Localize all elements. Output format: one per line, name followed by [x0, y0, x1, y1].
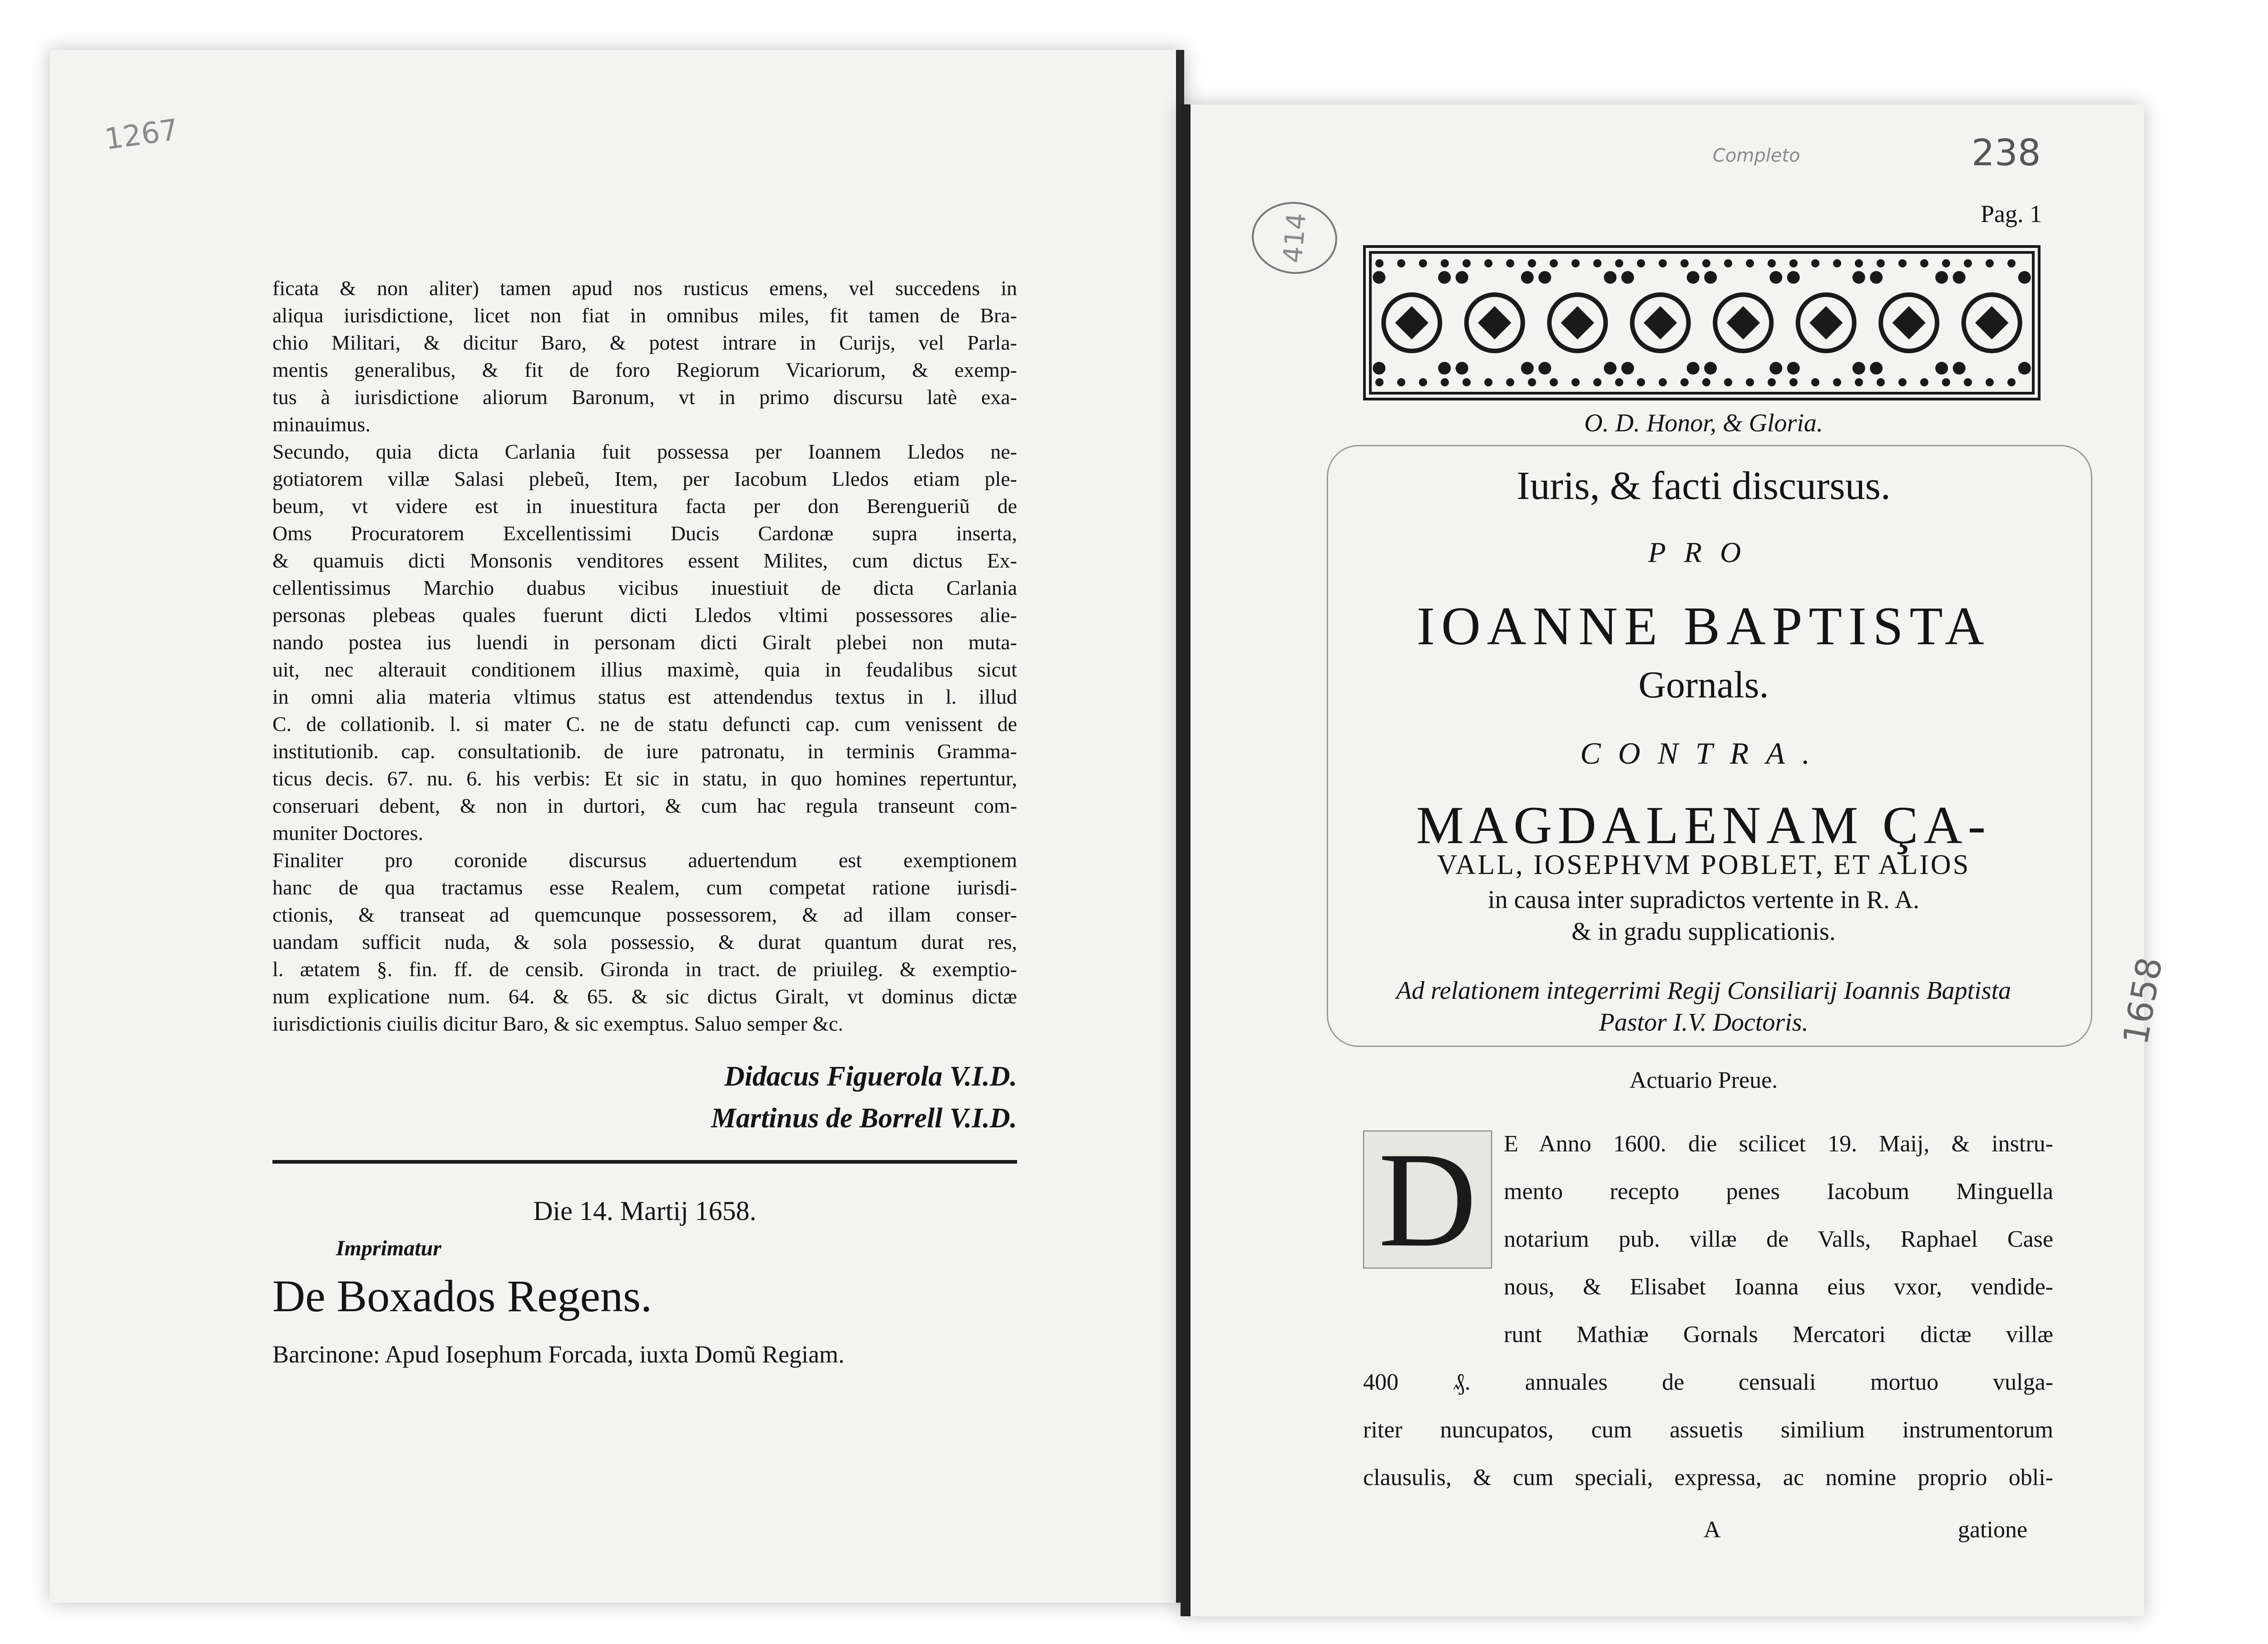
ornament-cell [1621, 271, 1700, 375]
left-text-line: conseruari debent, & non in durtori, & cum hac regula transeunt com- [272, 794, 1017, 817]
ornament-border-dot [1615, 378, 1623, 386]
colophon: Barcinone: Apud Iosephum Forcada, iuxta Domũ Regiam. [272, 1341, 845, 1368]
relatio-line-1: Ad relationem integerrimi Regij Consiliarij Ioannis Baptista [1396, 977, 2011, 1005]
title-discursus: Iuris, & facti discursus. [1517, 464, 1891, 508]
right-page [1181, 104, 2170, 1616]
left-text-line: Oms Procuratorem Excellentissimi Ducis Cardonæ supra inserta, [272, 522, 1017, 545]
right-text-line: notarium pub. villæ de Valls, Raphael Case [1504, 1226, 2053, 1252]
title-adversary-line-2: VALL, IOSEPHVM POBLET, ET ALIOS [1437, 849, 1971, 880]
ornament-border-dot [1855, 259, 1863, 267]
left-text-line: ficata & non aliter) tamen apud nos rusticus emens, vel succedens in [272, 276, 1017, 300]
left-text-line: chio Militari, & dicitur Baro, & potest intrare in Curijs, vel Parla- [272, 331, 1017, 354]
title-adversary-line-1: MAGDALENAM ÇA- [1416, 795, 1991, 855]
archive-stamp: 414 [1249, 198, 1340, 277]
right-text-line: 400 ₰. annuales de censuali mortuo vulga- [1363, 1369, 2053, 1395]
ornament-cell [1373, 271, 1451, 375]
left-text-line: nando postea ius luendi in personam dicti Giralt plebei non muta- [272, 631, 1017, 654]
left-body-text [272, 275, 1017, 1037]
ornament-cell [1538, 271, 1616, 375]
left-text-line: Finaliter pro coronide discursus aduertendum est exemptionem [272, 849, 1017, 872]
ornament-border-dot [1789, 378, 1798, 386]
ornament-border-dot [1463, 378, 1471, 386]
ornament-border-dot [1920, 259, 1928, 267]
left-text-line: cellentissimus Marchio duabus vicibus inuestiuit de dicta Carlania [272, 576, 1017, 599]
left-text-line: & quamuis dicti Monsonis venditores essent Milites, cum dictus Ex- [272, 549, 1017, 572]
ornament-border-dot [1702, 378, 1710, 386]
ornament-border-dot [1506, 378, 1514, 386]
left-text-line: minauimus. [272, 413, 371, 436]
ornament-border-dot [1637, 378, 1645, 386]
catchword: gatione [1958, 1517, 2028, 1543]
ornament-cell [1953, 271, 2031, 375]
left-text-line: ctionis, & transeat ad quemcunque possessorem, & ad illam conser- [272, 903, 1017, 926]
title-gradu: & in gradu supplicationis. [1571, 918, 1836, 946]
title-contra: CONTRA. [1580, 736, 1827, 770]
ornament-border-dot [1942, 259, 1950, 267]
ornament-border-dot [1571, 259, 1580, 267]
ornament-cell [1787, 271, 1865, 375]
ornament-border-dot [1702, 259, 1710, 267]
left-text-line: tus à iurisdictione aliorum Baronum, vt in primo discursu latè exa- [272, 385, 1017, 409]
imprimatur: Imprimatur [336, 1236, 442, 1260]
title-name-line-1: IOANNE BAPTISTA [1417, 596, 1991, 656]
left-text-line: institutionib. cap. consultationib. de iure patronatu, in terminis Gramma- [272, 740, 1017, 763]
ornament-border-dot [1397, 378, 1405, 386]
ornament-border-dot [1484, 259, 1492, 267]
ornament-border-dot [1484, 378, 1492, 386]
ornament-cell [1456, 271, 1534, 375]
ornament-border-dot [1833, 378, 1841, 386]
left-text-line: uit, nec alterauit conditionem illius maximè, quia in feudalibus sicut [272, 658, 1017, 681]
ornament-border-dot [1920, 378, 1928, 386]
ornament-border-dot [1528, 259, 1536, 267]
ornament-border-dot [1528, 378, 1536, 386]
ornament-border-dot [1550, 378, 1558, 386]
right-text-line: riter nuncupatos, cum assuetis similium instrumentorum [1363, 1417, 2053, 1443]
ornament-border-dot [1964, 259, 1972, 267]
ornament-border-dot [1615, 259, 1623, 267]
left-text-line: personas plebeas quales fuerunt dicti Lledos vltimi possessores alie- [272, 603, 1017, 627]
ornament-border-dot [1833, 259, 1841, 267]
ornament-border-dot [1375, 378, 1384, 386]
pencil-note-completo: Completo [1713, 145, 1800, 166]
left-text-line: aliqua iurisdictione, licet non fiat in omnibus miles, fit tamen de Bra- [272, 304, 1017, 327]
page-label: Pag. 1 [1981, 200, 2042, 227]
left-text-line: C. de collationib. l. si mater C. ne de statu defuncti cap. cum venissent de [272, 712, 1017, 736]
ornament-border-dot [1789, 259, 1798, 267]
ornament-pattern-icon [1366, 248, 2038, 398]
ornament-border-dot [1855, 378, 1863, 386]
left-text-line: ticus decis. 67. nu. 6. his verbis: Et sic in statu, in quo homines repertuntur, [272, 767, 1017, 790]
ornament-border-dot [1506, 259, 1514, 267]
year-pencil-note: 1658 [2115, 954, 2170, 1048]
ornament-border-dot [2007, 378, 2016, 386]
ornament-border-dot [1877, 378, 1885, 386]
right-text-line: E Anno 1600. die scilicet 19. Maij, & instru- [1504, 1131, 2053, 1157]
left-text-line: beum, vt videre est in inuestitura facta per don Berengueriũ de [272, 494, 1017, 518]
title-causa: in causa inter supradictos vertente in R. A. [1487, 886, 1920, 914]
left-page [50, 50, 1184, 1603]
ornament-border-dot [1768, 259, 1776, 267]
right-text-line: runt Mathiæ Gornals Mercatori dictæ villæ [1504, 1322, 2053, 1348]
left-text-line: in omni alia materia vltimus status est attendendus textus in l. illud [272, 685, 1017, 708]
ornament-border-dot [1811, 378, 1819, 386]
section-divider [272, 1160, 1017, 1164]
folio-number: 238 [1972, 132, 2041, 174]
ornament-border-dot [1680, 259, 1689, 267]
left-text-line: num explicatione num. 64. & 65. & sic dictus Giralt, vt dominus dictæ [272, 985, 1017, 1008]
right-text-line: mento recepto penes Iacobum Minguella [1504, 1179, 2053, 1205]
ornament-border-dot [1463, 259, 1471, 267]
ornament-border-dot [1898, 259, 1907, 267]
ornament-border-dot [1877, 259, 1885, 267]
ornament-border-dot [1659, 259, 1667, 267]
ornament-border-dot [1550, 259, 1558, 267]
ornament-cell [1704, 271, 1782, 375]
left-text-line: muniter Doctores. [272, 821, 424, 844]
ornament-border-dot [1942, 378, 1950, 386]
ornament-border-dot [1419, 378, 1427, 386]
left-text-line: gotiatorem villæ Salasi plebeũ, Item, per Iacobum Lledos etiam ple- [272, 467, 1017, 490]
ornament-border-dot [1746, 378, 1754, 386]
signature-figuerola: Didacus Figuerola V.I.D. [724, 1061, 1017, 1092]
right-text-line: clausulis, & cum speciali, expressa, ac nomine proprio obli- [1363, 1465, 2053, 1491]
ornament-border-dot [1571, 378, 1580, 386]
ornament-border-dot [1898, 378, 1907, 386]
regens-line: De Boxados Regens. [272, 1271, 652, 1321]
signature-borrell: Martinus de Borrell V.I.D. [711, 1103, 1017, 1134]
ornament-border-dot [1375, 259, 1384, 267]
relatio-line-2: Pastor I.V. Doctoris. [1599, 1008, 1808, 1037]
ornament-border-dot [1768, 378, 1776, 386]
ornament-border-dot [1593, 259, 1601, 267]
date-line: Die 14. Martij 1658. [533, 1196, 756, 1226]
left-text-line: mentis generalibus, & fit de foro Regiorum Vicariorum, & exemp- [272, 358, 1017, 381]
ornament-border-dot [1986, 259, 1994, 267]
left-text-line: iurisdictionis ciuilis dicitur Baro, & sic exemptus. Saluo semper &c. [272, 1012, 844, 1035]
ornament-border-dot [1441, 378, 1449, 386]
ornament-border-dot [1724, 378, 1732, 386]
ornament-border-dot [1986, 378, 1994, 386]
right-text-line: nous, & Elisabet Ioanna eius vxor, vendide- [1504, 1274, 2053, 1300]
ornament-border-dot [1637, 259, 1645, 267]
ornament-border-dot [1419, 259, 1427, 267]
ornament-border-dot [1659, 378, 1667, 386]
decorated-initial: D [1363, 1131, 1492, 1269]
dedication: O. D. Honor, & Gloria. [1584, 409, 1823, 437]
left-text-line: l. ætatem §. fin. ff. de censib. Gironda in tract. de priuileg. & exemptio- [272, 958, 1017, 981]
ornament-border-dot [1724, 259, 1732, 267]
ornamental-headpiece [1363, 245, 2041, 400]
actuario-line: Actuario Preue. [1629, 1067, 1778, 1093]
ornament-border-dot [1680, 378, 1689, 386]
title-name-line-2: Gornals. [1638, 664, 1769, 706]
ornament-border-dot [1397, 259, 1405, 267]
left-text-line: hanc de qua tractamus esse Realem, cum competat ratione iurisdi- [272, 876, 1017, 899]
ornament-border-dot [1964, 378, 1972, 386]
signature-mark: A [1704, 1517, 1721, 1543]
ornament-cell [1870, 271, 1948, 375]
marginal-pencil-note: 1267 [102, 113, 181, 157]
ornament-border-dot [1746, 259, 1754, 267]
left-text-line: Secundo, quia dicta Carlania fuit possessa per Ioannem Lledos ne- [272, 440, 1017, 463]
title-pro: PRO [1648, 536, 1759, 568]
ornament-border-dot [2007, 259, 2016, 267]
ornament-border-dot [1441, 259, 1449, 267]
ornament-border-dot [1811, 259, 1819, 267]
left-text-line: uandam sufficit nuda, & sola possessio, & durat quantum durat res, [272, 930, 1017, 953]
left-body-column [272, 275, 1017, 1368]
ornament-border-dot [1593, 378, 1601, 386]
